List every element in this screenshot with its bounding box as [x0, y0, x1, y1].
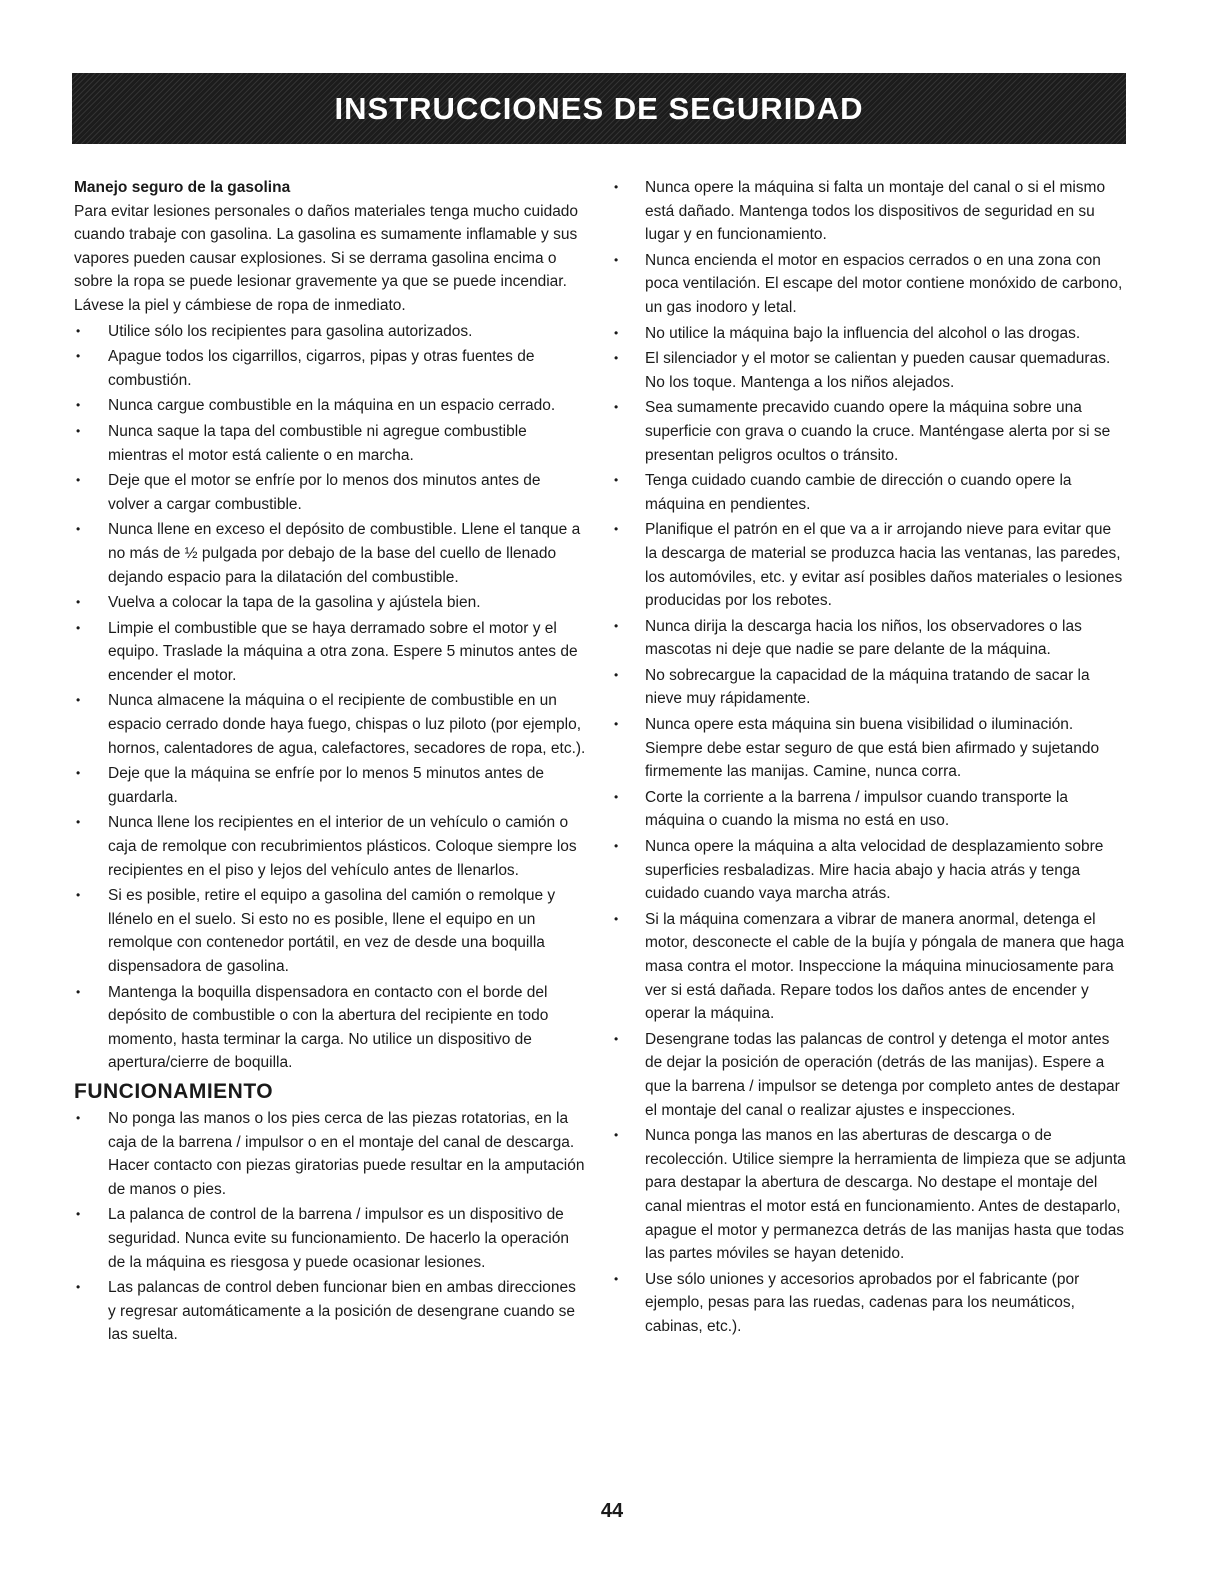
page-number: 44 — [600, 1500, 624, 1522]
list-item: • Nunca saque la tapa del combustible ni agregue combustible mientras el motor está caliente o en marcha. — [74, 420, 586, 467]
list-item: • No sobrecargue la capacidad de la máquina tratando de sacar la nieve muy rápidamente. — [612, 664, 1126, 711]
list-item: • Nunca almacene la máquina o el recipiente de combustible en un espacio cerrado donde haya fuego, chispas o luz piloto (por ejemplo, hornos, calentadores de agua, calefactores, secadores de ropa, etc.). — [74, 689, 586, 760]
list-item: • Nunca opere la máquina a alta velocidad de desplazamiento sobre superficies resbaladizas. Mire hacia abajo y hacia atrás y tenga cuidado cuando vaya marcha atrás. — [612, 835, 1126, 906]
list-item: • Si la máquina comenzara a vibrar de manera anormal, detenga el motor, desconecte el cable de la bujía y póngala de manera que haga masa contra el motor. Inspeccione la máquina minuciosamente para ver si está dañada. Repare todos los daños antes de encender y operar la máquina. — [612, 908, 1126, 1026]
list-item: • No ponga las manos o los pies cerca de las piezas rotatorias, en la caja de la barrena / impulsor o en el montaje del canal de descarga. Hacer contacto con piezas giratorias puede resultar en la amputación de manos o pies. — [74, 1107, 586, 1201]
list-item: • No utilice la máquina bajo la influencia del alcohol o las drogas. — [612, 322, 1126, 346]
list-item: • Use sólo uniones y accesorios aprobados por el fabricante (por ejemplo, pesas para las ruedas, cadenas para los neumáticos, cabinas, etc.). — [612, 1268, 1126, 1339]
list-item: • Nunca llene los recipientes en el interior de un vehículo o camión o caja de remolque con recubrimientos plásticos. Coloque siempre los recipientes en el piso y lejos del vehículo antes de llenarlos. — [74, 811, 586, 882]
operation-heading: FUNCIONAMIENTO — [74, 1079, 274, 1103]
list-item: • Nunca cargue combustible en la máquina en un espacio cerrado. — [74, 394, 586, 418]
list-item: • Nunca opere esta máquina sin buena visibilidad o iluminación. Siempre debe estar seguro de que está bien afirmado y sujetando firmemente las manijas. Camine, nunca corra. — [612, 713, 1126, 784]
list-item: • Apague todos los cigarrillos, cigarros, pipas y otras fuentes de combustión. — [74, 345, 586, 392]
list-item: • Mantenga la boquilla dispensadora en contacto con el borde del depósito de combustible o con la abertura del recipiente en todo momento, hasta terminar la carga. No utilice un dispositivo de apertura/cierre de boquilla. — [74, 981, 586, 1075]
list-item: • Vuelva a colocar la tapa de la gasolina y ajústela bien. — [74, 591, 586, 615]
right-column — [612, 176, 1126, 1341]
list-item: • Deje que la máquina se enfríe por lo menos 5 minutos antes de guardarla. — [74, 762, 586, 809]
list-item: • Las palancas de control deben funcionar bien en ambas direcciones y regresar automáticamente a la posición de desengrane cuando se las suelta. — [74, 1276, 586, 1347]
page-title: INSTRUCCIONES DE SEGURIDAD — [334, 90, 864, 126]
list-item: • El silenciador y el motor se calientan y pueden causar quemaduras. No los toque. Mantenga a los niños alejados. — [612, 347, 1126, 394]
gasoline-heading: Manejo seguro de la gasolina — [74, 179, 291, 196]
list-item: • Deje que el motor se enfríe por lo menos dos minutos antes de volver a cargar combustible. — [74, 469, 586, 516]
list-item: • Nunca ponga las manos en las aberturas de descarga o de recolección. Utilice siempre la herramienta de limpieza que se adjunta para destapar la abertura de descarga. No destape el montaje del canal mientras el motor está en funcionamiento. Antes de destaparlo, apague el motor y permanezca detrás de las manijas hasta que todas las partes móviles se hayan detenido. — [612, 1124, 1126, 1266]
list-item: • Planifique el patrón en el que va a ir arrojando nieve para evitar que la descarga de material se produzca hacia las ventanas, las paredes, los automóviles, etc. y evitar así posibles daños materiales o lesiones producidas por los rebotes. — [612, 518, 1126, 612]
operation-list-continued — [612, 176, 1126, 1339]
gasoline-intro: Para evitar lesiones personales o daños materiales tenga mucho cuidado cuando trabaje con gasolina. La gasolina es sumamente inflamable y sus vapores pueden causar explosiones. Si se derrama gasolina encima o sobre la ropa se puede lesionar gravemente ya que se puede incendiar. Lávese la piel y cámbiese de ropa de inmediato. — [74, 202, 579, 314]
gasoline-list — [74, 320, 586, 1075]
list-item: • Si es posible, retire el equipo a gasolina del camión o remolque y llénelo en el suelo. Si esto no es posible, llene el equipo en un remolque con contenedor portátil, en vez de desde una boquilla dispensadora de gasolina. — [74, 884, 586, 978]
list-item: • Nunca encienda el motor en espacios cerrados o en una zona con poca ventilación. El escape del motor contiene monóxido de carbono, un gas inodoro y letal. — [612, 249, 1126, 320]
list-item: • Corte la corriente a la barrena / impulsor cuando transporte la máquina o cuando la misma no está en uso. — [612, 786, 1126, 833]
list-item: • Nunca dirija la descarga hacia los niños, los observadores o las mascotas ni deje que nadie se pare delante de la máquina. — [612, 615, 1126, 662]
list-item: • Utilice sólo los recipientes para gasolina autorizados. — [74, 320, 586, 344]
list-item: • La palanca de control de la barrena / impulsor es un dispositivo de seguridad. Nunca evite su funcionamiento. De hacerlo la operación de la máquina es riesgosa y puede ocasionar lesiones. — [74, 1203, 586, 1274]
list-item: • Sea sumamente precavido cuando opere la máquina sobre una superficie con grava o cuando la cruce. Manténgase alerta por si se presentan peligros ocultos o tránsito. — [612, 396, 1126, 467]
list-item: • Nunca llene en exceso el depósito de combustible. Llene el tanque a no más de ½ pulgada por debajo de la base del cuello de llenado dejando espacio para la dilatación del combustible. — [74, 518, 586, 589]
page-header-banner — [72, 73, 1126, 144]
left-column — [74, 176, 586, 1349]
operation-list — [74, 1107, 586, 1347]
list-item: • Nunca opere la máquina si falta un montaje del canal o si el mismo está dañado. Mantenga todos los dispositivos de seguridad en su lugar y en funcionamiento. — [612, 176, 1126, 247]
list-item: • Desengrane todas las palancas de control y detenga el motor antes de dejar la posición de operación (detrás de las manijas). Espere a que la barrena / impulsor se detenga por completo antes de destapar el montaje del canal o realizar ajustes e inspecciones. — [612, 1028, 1126, 1122]
list-item: • Tenga cuidado cuando cambie de dirección o cuando opere la máquina en pendientes. — [612, 469, 1126, 516]
list-item: • Limpie el combustible que se haya derramado sobre el motor y el equipo. Traslade la máquina a otra zona. Espere 5 minutos antes de encender el motor. — [74, 617, 586, 688]
